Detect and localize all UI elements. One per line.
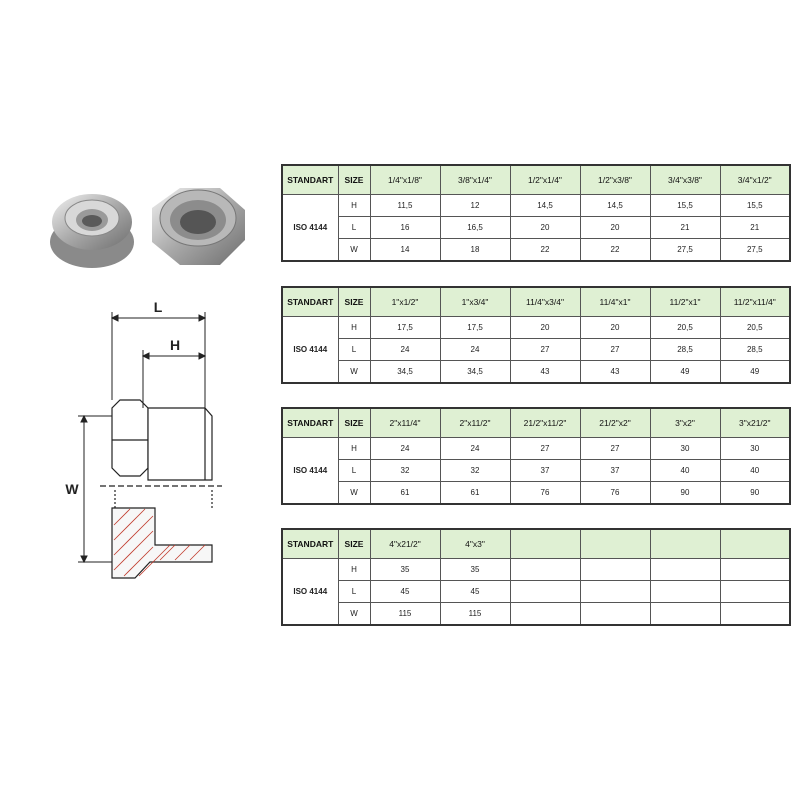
value-cell: 30	[720, 438, 790, 460]
value-cell: 22	[510, 239, 580, 262]
value-cell: 24	[440, 438, 510, 460]
size-column-header: 3"x21/2"	[720, 408, 790, 438]
size-column-header: 3/4"x3/8"	[650, 165, 720, 195]
value-cell: 16,5	[440, 217, 510, 239]
value-cell: 90	[720, 482, 790, 505]
value-cell: 14	[370, 239, 440, 262]
standard-header: STANDART	[282, 287, 338, 317]
dimension-cell: W	[338, 482, 370, 505]
value-cell: 30	[650, 438, 720, 460]
technical-drawing	[50, 290, 275, 590]
value-cell: 45	[440, 581, 510, 603]
table-header-row	[282, 287, 790, 317]
value-cell	[510, 581, 580, 603]
dimension-cell: L	[338, 217, 370, 239]
value-cell	[720, 559, 790, 581]
value-cell: 27	[510, 438, 580, 460]
value-cell: 27	[510, 339, 580, 361]
size-column-header: 4"x21/2"	[370, 529, 440, 559]
value-cell: 11,5	[370, 195, 440, 217]
size-column-header	[510, 529, 580, 559]
value-cell: 32	[370, 460, 440, 482]
table-row	[282, 603, 790, 626]
value-cell: 40	[650, 460, 720, 482]
value-cell: 16	[370, 217, 440, 239]
standard-cell: ISO 4144	[282, 438, 338, 505]
size-column-header: 21/2"x2"	[580, 408, 650, 438]
size-column-header: 3"x2"	[650, 408, 720, 438]
value-cell: 45	[370, 581, 440, 603]
size-column-header: 2"x11/2"	[440, 408, 510, 438]
value-cell: 17,5	[440, 317, 510, 339]
value-cell	[580, 581, 650, 603]
size-header: SIZE	[338, 165, 370, 195]
dimension-cell: L	[338, 339, 370, 361]
size-column-header: 1"x3/4"	[440, 287, 510, 317]
value-cell: 49	[720, 361, 790, 384]
value-cell	[580, 559, 650, 581]
value-cell: 27,5	[650, 239, 720, 262]
dimension-cell: L	[338, 581, 370, 603]
value-cell: 43	[580, 361, 650, 384]
value-cell: 28,5	[650, 339, 720, 361]
value-cell: 24	[440, 339, 510, 361]
value-cell	[650, 559, 720, 581]
value-cell: 49	[650, 361, 720, 384]
value-cell: 35	[440, 559, 510, 581]
value-cell: 76	[580, 482, 650, 505]
table-header-row	[282, 529, 790, 559]
value-cell: 27	[580, 438, 650, 460]
value-cell: 34,5	[370, 361, 440, 384]
value-cell: 61	[370, 482, 440, 505]
value-cell: 21	[650, 217, 720, 239]
value-cell: 40	[720, 460, 790, 482]
value-cell: 20,5	[650, 317, 720, 339]
value-cell: 43	[510, 361, 580, 384]
value-cell: 24	[370, 438, 440, 460]
size-header: SIZE	[338, 408, 370, 438]
size-table-4	[281, 528, 791, 626]
size-column-header: 11/4"x3/4"	[510, 287, 580, 317]
table-row	[282, 195, 790, 217]
value-cell: 37	[510, 460, 580, 482]
value-cell: 20,5	[720, 317, 790, 339]
value-cell: 37	[580, 460, 650, 482]
table-header-row	[282, 408, 790, 438]
value-cell: 12	[440, 195, 510, 217]
dimension-cell: H	[338, 317, 370, 339]
value-cell: 20	[510, 217, 580, 239]
size-column-header: 2"x11/4"	[370, 408, 440, 438]
value-cell: 27,5	[720, 239, 790, 262]
size-column-header: 1/4"x1/8"	[370, 165, 440, 195]
size-column-header: 4"x3"	[440, 529, 510, 559]
table-header-row	[282, 165, 790, 195]
value-cell: 28,5	[720, 339, 790, 361]
value-cell	[720, 603, 790, 626]
dimension-label-l: L	[153, 299, 163, 315]
value-cell	[510, 603, 580, 626]
large-bushing	[152, 188, 245, 265]
dimension-label-w: W	[65, 481, 79, 497]
size-column-header: 1"x1/2"	[370, 287, 440, 317]
value-cell: 20	[580, 217, 650, 239]
dimension-label-h: H	[169, 337, 181, 353]
value-cell	[720, 581, 790, 603]
value-cell: 34,5	[440, 361, 510, 384]
standard-header: STANDART	[282, 165, 338, 195]
table-row	[282, 317, 790, 339]
size-column-header: 21/2"x11/2"	[510, 408, 580, 438]
value-cell	[650, 603, 720, 626]
size-column-header: 1/2"x3/8"	[580, 165, 650, 195]
dimension-cell: W	[338, 361, 370, 384]
size-column-header	[650, 529, 720, 559]
size-column-header: 11/2"x11/4"	[720, 287, 790, 317]
value-cell: 115	[440, 603, 510, 626]
value-cell	[510, 559, 580, 581]
dimension-cell: H	[338, 438, 370, 460]
value-cell: 76	[510, 482, 580, 505]
standard-cell: ISO 4144	[282, 559, 338, 626]
value-cell: 27	[580, 339, 650, 361]
table-row	[282, 239, 790, 262]
table-row	[282, 339, 790, 361]
size-column-header: 3/4"x1/2"	[720, 165, 790, 195]
value-cell: 17,5	[370, 317, 440, 339]
size-table-2	[281, 286, 791, 384]
value-cell: 20	[510, 317, 580, 339]
value-cell: 21	[720, 217, 790, 239]
value-cell: 14,5	[580, 195, 650, 217]
size-column-header: 3/8"x1/4"	[440, 165, 510, 195]
value-cell	[650, 581, 720, 603]
dimension-cell: W	[338, 239, 370, 262]
table-row	[282, 559, 790, 581]
size-header: SIZE	[338, 529, 370, 559]
standard-cell: ISO 4144	[282, 195, 338, 262]
size-column-header	[720, 529, 790, 559]
size-table-1	[281, 164, 791, 262]
value-cell: 22	[580, 239, 650, 262]
small-bushing	[50, 194, 134, 268]
value-cell: 15,5	[720, 195, 790, 217]
table-row	[282, 361, 790, 384]
dimension-cell: H	[338, 559, 370, 581]
size-table-3	[281, 407, 791, 505]
size-header: SIZE	[338, 287, 370, 317]
standard-header: STANDART	[282, 529, 338, 559]
value-cell	[580, 603, 650, 626]
standard-cell: ISO 4144	[282, 317, 338, 384]
table-row	[282, 217, 790, 239]
size-column-header: 11/4"x1"	[580, 287, 650, 317]
size-column-header: 11/2"x1"	[650, 287, 720, 317]
value-cell: 35	[370, 559, 440, 581]
product-photo	[40, 170, 265, 280]
table-row	[282, 482, 790, 505]
table-row	[282, 438, 790, 460]
value-cell: 14,5	[510, 195, 580, 217]
value-cell: 24	[370, 339, 440, 361]
dimension-cell: H	[338, 195, 370, 217]
value-cell: 20	[580, 317, 650, 339]
standard-header: STANDART	[282, 408, 338, 438]
value-cell: 90	[650, 482, 720, 505]
value-cell: 61	[440, 482, 510, 505]
value-cell: 115	[370, 603, 440, 626]
size-column-header	[580, 529, 650, 559]
dimension-cell: L	[338, 460, 370, 482]
dimension-cell: W	[338, 603, 370, 626]
size-column-header: 1/2"x1/4"	[510, 165, 580, 195]
value-cell: 18	[440, 239, 510, 262]
table-row	[282, 581, 790, 603]
table-row	[282, 460, 790, 482]
value-cell: 15,5	[650, 195, 720, 217]
value-cell: 32	[440, 460, 510, 482]
